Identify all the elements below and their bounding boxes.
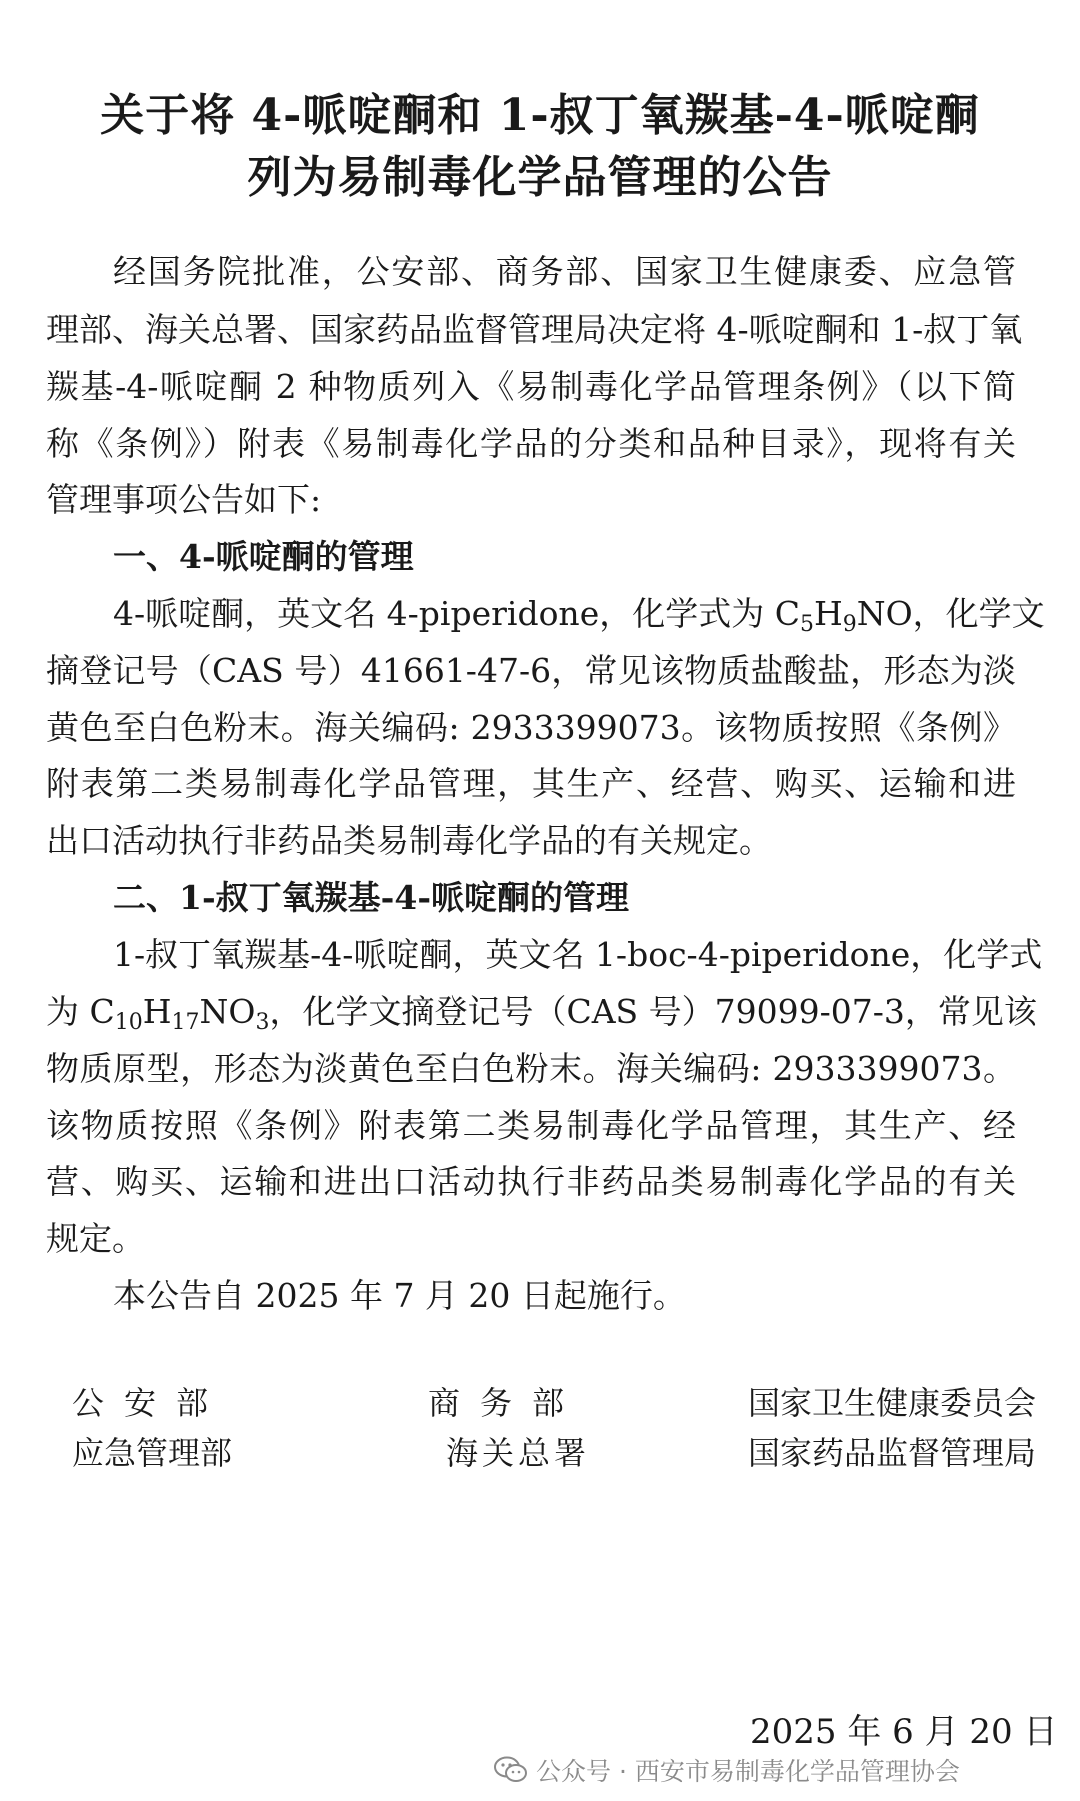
formula-subscript: 17 xyxy=(171,1010,200,1035)
intro-line-5: 管理事项公告如下: xyxy=(46,480,322,519)
signatory-public-security: 公安部 xyxy=(72,1384,229,1422)
section1-line-2: 摘登记号（CAS 号）41661-47-6，常见该物质盐酸盐，形态为淡 xyxy=(46,651,1016,690)
intro-line-4: 称《条例》）附表《易制毒化学品的分类和品种目录》，现将有关 xyxy=(46,424,1016,463)
section2-line-3: 物质原型，形态为淡黄色至白色粉末。海关编码: 2933399073。 xyxy=(46,1049,1016,1088)
signatory-commerce: 商务部 xyxy=(428,1384,585,1422)
watermark-text: 公众号 · 西安市易制毒化学品管理协会 xyxy=(536,1757,960,1786)
effective-date-line: 本公告自 2025 年 7 月 20 日起施行。 xyxy=(113,1276,686,1315)
section2-line-5: 营、购买、运输和进出口活动执行非药品类易制毒化学品的有关 xyxy=(46,1162,1016,1201)
section1-line-4: 附表第二类易制毒化学品管理，其生产、经营、购买、运输和进 xyxy=(46,764,1016,803)
formula-subscript: 10 xyxy=(114,1010,143,1035)
intro-line-3: 羰基-4-哌啶酮 2 种物质列入《易制毒化学品管理条例》（以下简 xyxy=(46,367,1016,406)
section2-heading: 二、1-叔丁氧羰基-4-哌啶酮的管理 xyxy=(113,878,630,917)
formula-subscript: 9 xyxy=(842,612,857,637)
signatory-customs: 海关总署 xyxy=(446,1434,591,1472)
formula-subscript: 3 xyxy=(255,1010,270,1035)
signatory-emergency-management: 应急管理部 xyxy=(72,1434,233,1472)
signatory-drug-administration: 国家药品监督管理局 xyxy=(748,1434,1037,1472)
section2-line-1: 1-叔丁氧羰基-4-哌啶酮，英文名 1-boc-4-piperidone，化学式 xyxy=(113,935,1043,974)
title-line-2: 列为易制毒化学品管理的公告 xyxy=(247,152,833,203)
formula-subscript: 5 xyxy=(799,612,814,637)
watermark xyxy=(494,1750,960,1790)
issue-date: 2025 年 6 月 20 日 xyxy=(750,1712,1058,1752)
section1-heading: 一、4-哌啶酮的管理 xyxy=(113,537,414,576)
section2-line-4: 该物质按照《条例》附表第二类易制毒化学品管理，其生产、经 xyxy=(46,1106,1016,1145)
section1-line-1: 4-哌啶酮，英文名 4-piperidone，化学式为 $C_5H_9NO$，化学文 xyxy=(113,594,1045,637)
signatory-health-commission: 国家卫生健康委员会 xyxy=(748,1384,1037,1422)
title-line-1: 关于将 4-哌啶酮和 1-叔丁氧羰基-4-哌啶酮 xyxy=(100,90,980,141)
section1-line-3: 黄色至白色粉末。海关编码: 2933399073。该物质按照《条例》 xyxy=(46,708,1016,747)
wechat-icon xyxy=(494,1756,528,1784)
intro-line-1: 经国务院批准，公安部、商务部、国家卫生健康委、应急管 xyxy=(113,252,1016,291)
section2-line-6: 规定。 xyxy=(46,1219,145,1258)
section1-line-5: 出口活动执行非药品类易制毒化学品的有关规定。 xyxy=(46,821,772,860)
section2-line-2: 为 $C_{10}H_{17}NO_3$，化学文摘登记号（CAS 号）79099-07-3，常见该 xyxy=(46,992,1037,1035)
intro-line-2: 理部、海关总署、国家药品监督管理局决定将 4-哌啶酮和 1-叔丁氧 xyxy=(46,310,1023,349)
